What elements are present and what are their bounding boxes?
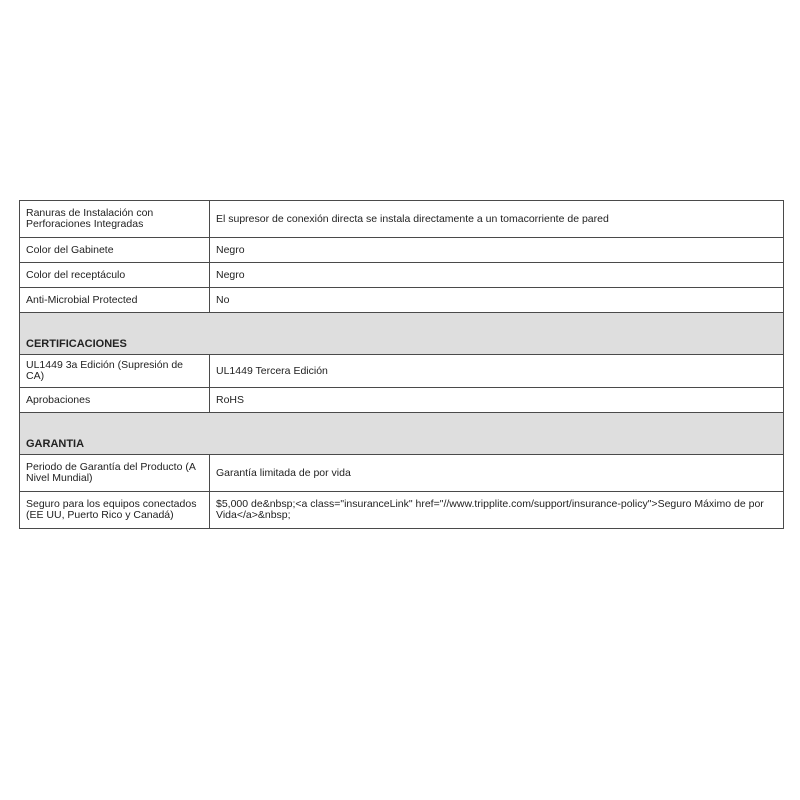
spec-label: Seguro para los equipos conectados (EE UU, Puerto Rico y Canadá)	[20, 492, 210, 529]
spec-label: Anti-Microbial Protected	[20, 288, 210, 313]
table-row	[20, 355, 784, 388]
spec-value: RoHS	[210, 388, 784, 413]
spec-value: Negro	[210, 238, 784, 263]
table-row	[20, 201, 784, 238]
spec-label: Periodo de Garantía del Producto (A Nivel Mundial)	[20, 455, 210, 492]
section-header-certificaciones	[20, 313, 784, 355]
spec-label: Color del Gabinete	[20, 238, 210, 263]
spec-label: Color del receptáculo	[20, 263, 210, 288]
spec-value: No	[210, 288, 784, 313]
section-title: GARANTIA	[20, 413, 784, 455]
table-row	[20, 263, 784, 288]
spec-label: Ranuras de Instalación con Perforaciones Integradas	[20, 201, 210, 238]
spec-label: UL1449 3a Edición (Supresión de CA)	[20, 355, 210, 388]
spec-value: UL1449 Tercera Edición	[210, 355, 784, 388]
spec-value: Negro	[210, 263, 784, 288]
section-title: CERTIFICACIONES	[20, 313, 784, 355]
table-row	[20, 288, 784, 313]
spec-label: Aprobaciones	[20, 388, 210, 413]
table-row	[20, 492, 784, 529]
section-header-garantia	[20, 413, 784, 455]
spec-value: Garantía limitada de por vida	[210, 455, 784, 492]
spec-value: $5,000 de&nbsp;<a class="insuranceLink" href="//www.tripplite.com/support/insurance-policy">Seguro Máximo de por Vida</a>&nbsp;	[210, 492, 784, 529]
table-row	[20, 388, 784, 413]
spec-table	[19, 200, 784, 529]
spec-value: El supresor de conexión directa se instala directamente a un tomacorriente de pared	[210, 201, 784, 238]
table-row	[20, 455, 784, 492]
table-row	[20, 238, 784, 263]
